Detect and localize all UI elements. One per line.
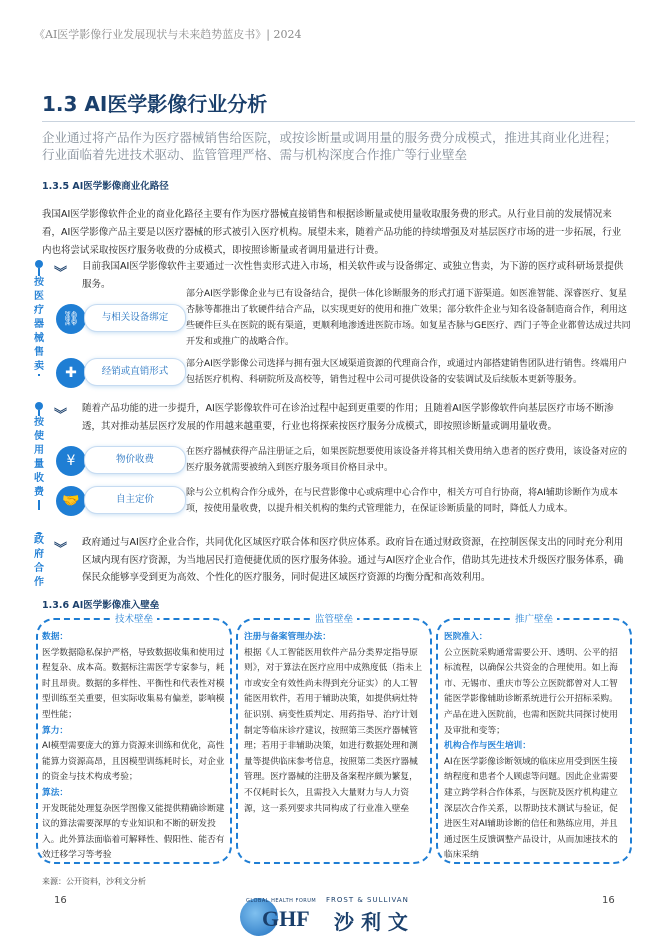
title-divider (42, 121, 635, 122)
item-text-distribution: 部分AI医学影像公司选择与拥有强大区域渠道资源的代理商合作，或通过内部搭建销售团队进行销售。终端用户包括医疗机构、科研院所及高校等，销售过程中公司可提供设备的安装调试及后续版本更新等服务。 (186, 359, 627, 385)
item-text-self-pricing: 除与公立机构合作分成外，在与民营影像中心或病理中心合作中，相关方可自行协商，将AI辅助诊断作为成本项，按使用量收费，以提升相关机构的集约式管理能力，在保证诊断质量的同时，降低人力成本。 (186, 488, 618, 514)
page-number-right: 16 (602, 895, 615, 906)
barrier-content-promotion (444, 630, 626, 864)
block-text: 开发既能处理复杂医学图像又能提供精确诊断建议的算法需要深厚的专业知识和不断的研发投入。此外算法面临着可解释性、假阳性、能否有效迁移学习等考验 (42, 803, 225, 861)
pill-label: 物价收费 (115, 454, 154, 465)
barrier-title-promotion: 推广壁垒 (436, 611, 632, 625)
block-heading: 机构合作与医生培训： (444, 741, 531, 752)
pill-label: 经销或直销形式 (101, 366, 169, 377)
item-text-price-fee: 在医疗器械获得产品注册证之后，如果医院想要使用该设备并将其相关费用纳入患者的医疗费用，该设备对应的医疗服务就需要被纳入到医疗服务项目价格目录中。 (186, 447, 628, 473)
chevron-down-icon: ︾ (54, 266, 68, 281)
block-heading: 医院准入： (444, 632, 488, 642)
intro-paragraph: 我国AI医学影像软件企业的商业化路径主要有作为医疗器械直接销售和根据诊断量或使用量收取服务费的形式。从行业目前的发展情况来看，AI医学影像产品主要是以医疗器械的形式被引入医疗机构。展望未来，随着产品功能的持续增强及对基层医疗市场的进一步拓展，行业内也将尝试采取按医疗服务收费的分成模式，即按照诊断量或者调用量进行计费。 (42, 209, 622, 256)
pill-self-pricing (84, 486, 186, 514)
document-header: 《AI医学影像行业发展现状与未来趋势蓝皮书》| 2024 (34, 28, 302, 41)
ghf-logo-top: GLOBAL HEALTH FORUM (246, 898, 317, 904)
block-text: 公立医院采购通常需要公开、透明、公平的招标流程，以确保公共资金的合理使用。如上海市、无锡市、重庆市等公立医院都曾对人工智能医学影像辅助诊断系统进行公开招标采购。产品在进入医院前，也需和医院共同探讨使用及审批和变等； (444, 647, 618, 736)
group-bullet-text: 随着产品功能的进一步提升，AI医学影像软件可在诊治过程中起到更重要的作用；且随着AI医学影像软件向基层医疗市场不断渗透，其对推动基层医疗发展的作用越来越重要，行业也将探索按医疗服务分成模式，即按照诊断量或调用量收费。 (82, 403, 614, 432)
subsection-heading-barriers: 1.3.6 AI医学影像准入壁垒 (42, 600, 160, 611)
block-text: AI模型需要庞大的算力资源来训练和优化，高性能算力资源高昂，且因模型训练耗时长，对企业的资金与技术构成考验； (42, 741, 225, 783)
sullivan-logo-en: FROST & SULLIVAN (326, 896, 409, 904)
block-text: 医学数据隐私保护严格，导致数据收集和使用过程复杂、成本高。数据标注需医学专家参与，耗时且昂贵。数据的多样性、平衡性和代表性对模型训练至关重要，但实际收集易有偏差，影响模型性能； (42, 647, 225, 720)
sullivan-logo-cn: 沙 利 文 (334, 910, 408, 934)
group-caption-government: 政府合作 (34, 535, 44, 588)
chevron-down-icon: ︾ (54, 408, 68, 423)
pill-distribution-or-direct (84, 358, 186, 386)
barrier-content-technical (42, 630, 226, 864)
block-heading: 算法： (42, 787, 69, 798)
section-lead: 企业通过将产品作为医疗器械销售给医院，或按诊断量或调用量的服务费分成模式，推进其商业化进程；行业面临着先进技术驱动、监管管理严格、需与机构深度合作推广等行业壁垒 (42, 130, 618, 162)
block-text: AI在医学影像诊断领域的临床应用受到医生接纳程度和患者个人顾虑等问题。因此企业需要建立跨学科合作体系，与医院及医疗机构建立深层次合作关系，以帮助技术测试与验证，促进医生对AI辅助诊断的信任和熟练应用，并且通过医生反馈调整产品设计，从而加速技术的临床采纳 (444, 756, 618, 861)
timeline-dot (35, 260, 43, 268)
medical-bag-icon: ✚ (56, 358, 86, 388)
item-text-bundled: 部分AI医学影像企业与已有设备结合，提供一体化诊断服务的形式打通下游渠道。如医准智能、深睿医疗、复星杏脉等都推出了软硬件结合产品，以实现更好的使用和推广效果；部分软件企业与知名设备制造商合作，利用这些硬件巨头在医院的既有渠道，更顺利地渗透进医院市场。如复星杏脉与GE医疗、西门子等企业都曾达成过共同开发和或推广的战略合作。 (186, 289, 631, 347)
pill-label: 与相关设备绑定 (101, 312, 169, 323)
yen-bill-icon: ¥ (56, 446, 86, 476)
pill-price-fee (84, 446, 186, 474)
page-number-left: 16 (54, 895, 67, 906)
block-heading: 数据： (42, 632, 69, 642)
subsection-heading-commercialization: 1.3.5 AI医学影像商业化路径 (42, 181, 169, 192)
ghf-logo: GHF (262, 906, 310, 931)
chain-link-icon: ⛓ (56, 304, 86, 334)
barrier-content-regulatory (244, 630, 424, 817)
barrier-title-regulatory: 监管壁垒 (236, 611, 432, 625)
handshake-icon: 🤝 (56, 486, 86, 516)
pill-bundled-with-devices (84, 304, 186, 332)
pill-label: 自主定价 (115, 494, 154, 505)
block-text: 根据《人工智能医用软件产品分类界定指导原则》，对于算法在医疗应用中成熟度低（指未上市或安全有效性尚未得到充分证实）的人工智能医用软件，若用于辅助决策，如提供病灶特征识别、病变性质判定、用药指导、治疗计划制定等临床诊疗建议，按照第三类医疗器械管理；若用于非辅助决策，如进行数据处理和测量等提供临床参考信息，按照第二类医疗器械管理。医疗器械的注册及备案程序颇为繁复，不仅耗时长久，且需投入大量财力与人力资源，这一系列要求共同构成了行业准入壁垒 (244, 647, 423, 814)
barrier-title-technical: 技术壁垒 (36, 611, 232, 625)
section-title: 1.3 AI医学影像行业分析 (42, 92, 268, 116)
group-caption-usage-fee: 按使用量收费 (34, 417, 44, 498)
group-caption-device-sales: 按医疗器械售卖 (34, 277, 44, 372)
group-bullet-text: 政府通过与AI医疗企业合作，共同优化区域医疗联合体和医疗供应体系。政府旨在通过财政资源，在控制医保支出的同时充分利用区域内现有医疗资源，为当地居民打造便捷优质的医疗服务体验。通过与AI医疗企业合作，借助其先进技术升级医疗服务体系，确保民众能够享受到更为高效、个性化的医疗服务，同时促进区域医疗资源的均衡分配和高效利用。 (82, 537, 624, 583)
chevron-down-icon: ︾ (54, 542, 68, 557)
timeline-dot (35, 402, 43, 410)
group-bullet-text: 目前我国AI医学影像软件主要通过一次性售卖形式进入市场，相关软件或与设备绑定、或独立售卖，为下游的医疗或科研场景提供服务。 (82, 261, 624, 290)
source-note: 来源：公开资料，沙利文分析 (42, 877, 146, 886)
block-heading: 注册与备案管理办法： (244, 632, 331, 642)
block-heading: 算力： (42, 725, 69, 736)
